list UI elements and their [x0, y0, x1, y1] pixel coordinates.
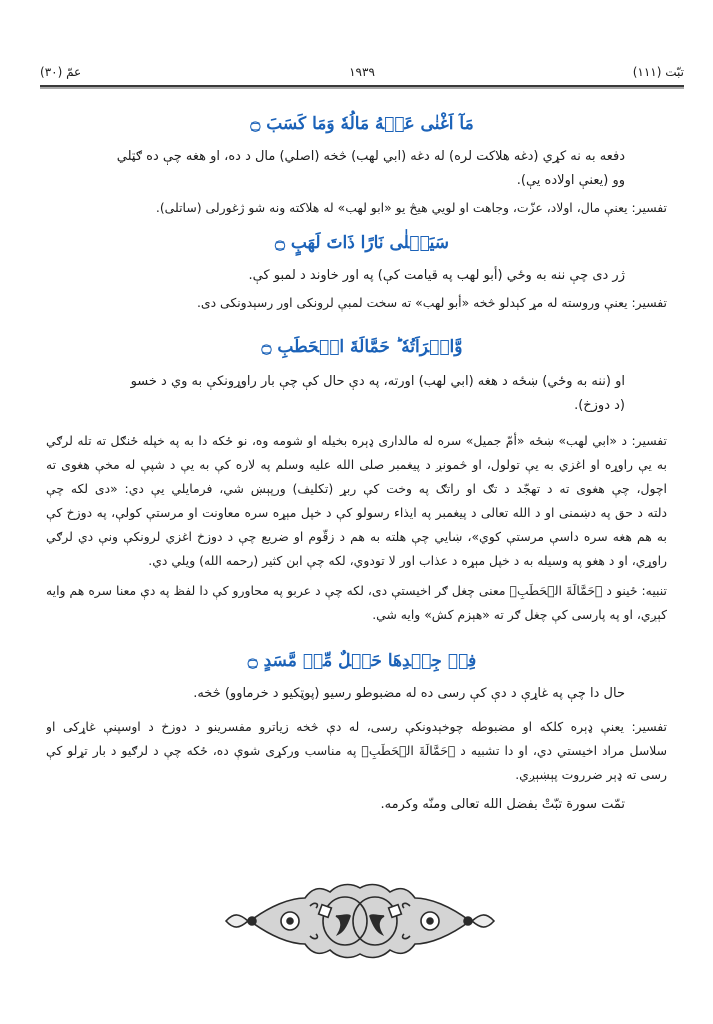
translation-line: وو (يعنې اولاده يې). — [516, 173, 625, 188]
surah-label: تبّت (١١١) — [632, 65, 684, 79]
tafsir-line: به يې راوړه او اغزي به يې تولول، او څمونږ د پيغمبر صلى الله عليه وسلم په لاره کې به يې د شپې له مخې هغوی ته — [46, 457, 667, 472]
quran-verse-3: سَيَصۡلٰى نَارًا ذَاتَ لَهَبٍ ۝ — [274, 233, 450, 253]
translation-line: ژر دی چې ننه به وځي (أبو لهب په قيامت کې) په اور خاوند د لمبو کې. — [248, 268, 625, 283]
page-header — [40, 62, 684, 82]
tafsir-line: راوړي، او د هغو په وسيله به د خپل مېړه د عذاب اور لا تودوي، لکه چې ابن کثير (رحمه الله) ويلي دي. — [148, 553, 667, 568]
tafsir-line: رسی ته ډېر ضرروت پېښېږي. — [515, 767, 667, 782]
juz-label: عمّ (٣٠) — [40, 65, 82, 79]
ornament-finial-right — [472, 915, 494, 927]
quran-verse-5: فِىۡ جِيۡدِهَا حَبۡلٌ مِّنۡ مَّسَدٍ ۝ — [247, 651, 477, 671]
translation-line: او (ننه به وځي) ښځه د هغه (ابي لهب) اورته، په دې حال کې چې بار راوړونکې به وي د خسو — [130, 374, 625, 389]
note-line: تنبيه: ځينو د ﴿حَمَّالَةَ الۡحَطَبِ﴾ معنی چغل ګر اخيستې دی، لکه چې د عربو په محاورو کې دا لفظ په دې معنا سره هم وايه — [46, 583, 667, 598]
translation-line: حال دا چې په غاړې د دې کې رسی ده له مضبوطو رسيو (پوټکيو د خرماوو) څخه. — [193, 686, 625, 701]
tafsir-line: تفسير: يعنې وروسته له مړ کېدلو څخه «أبو لهب» ته سخت لمبې لرونکی اور رسېدونکی دی. — [196, 295, 667, 310]
tafsir-line: تفسير: يعنې مال، اولاد، عزّت، وجاهت او لويي هيڅ يو «ابو لهب» له هلاکته ونه شو ژغورلی (ساتلی). — [155, 200, 667, 215]
header-rule-light — [40, 87, 684, 89]
page-number: ١٩٣٩ — [349, 65, 375, 79]
quran-verse-4: وَّامۡرَاَتُهٗ ؕ حَمَّالَةَ الۡحَطَبِ ۝ — [261, 337, 463, 357]
floral-ornament-icon — [220, 876, 500, 966]
surah-closing-line: تمّت سورة تبّتْ بفضل الله تعالى ومنّه وكرمه. — [380, 797, 625, 812]
quran-verse-2: مَآ اَغْنٰى عَنۡهُ مَالُهٗ وَمَا كَسَبَ ۝ — [250, 114, 474, 134]
tafsir-line: دلته د حق په دښمنی او د الله تعالى د پيغمبر په ايذاء رسولو کې د خپل مېړه سره معاونت او مرستې کولې، په دوزخ کې — [46, 505, 667, 520]
note-line: کېږي، او په پارسی کې چغل ګر ته «هېزم کش» وايه شي. — [372, 607, 667, 622]
tafsir-line: اچول، چې هغوی ته د تهجّد د تګ او راتګ په وخت کې ربړ (تکليف) ورپېښ شي، فرمايلي يې دي: «دی لکه چې — [46, 481, 667, 496]
translation-line: (د دوزخ). — [574, 398, 625, 413]
tafsir-line: تفسير: يعنې ډېره کلکه او مضبوطه چوخېدونکې رسی، له دې څخه زياترو مفسرينو د دوزخ د اوسپنې غاړکی او — [46, 719, 667, 734]
translation-line: دفعه به نه کړي (دغه هلاکت لره) له دغه (ابي لهب) څخه (اصلي) مال د ده، او هغه چې ده ګټلي — [116, 149, 625, 164]
tafsir-line: به هم هغه سره داسې مرستې کوي»، ښايي چې هلته به هم د زقّوم او ضريع چې د دوزخ اغزي لرونکې ونې دي لرګي — [46, 529, 667, 544]
tafsir-line: سلاسل مراد اخيستي دي، او دا تشبيه د ﴿حَمَّالَةَ الۡحَطَبِ﴾ په مناسب ورکړی شوې ده، ځکه چې د لرګيو د بار تړلو کې — [46, 743, 667, 758]
tafsir-line: تفسير: د «ابي لهب» ښځه «أمّ جميل» سره له مالداری ډېره بخيله او شومه وه، نو ځکه دا به په خپله ځنګل ته تله لرګي — [46, 433, 667, 448]
ornament-finial-left — [226, 915, 248, 927]
